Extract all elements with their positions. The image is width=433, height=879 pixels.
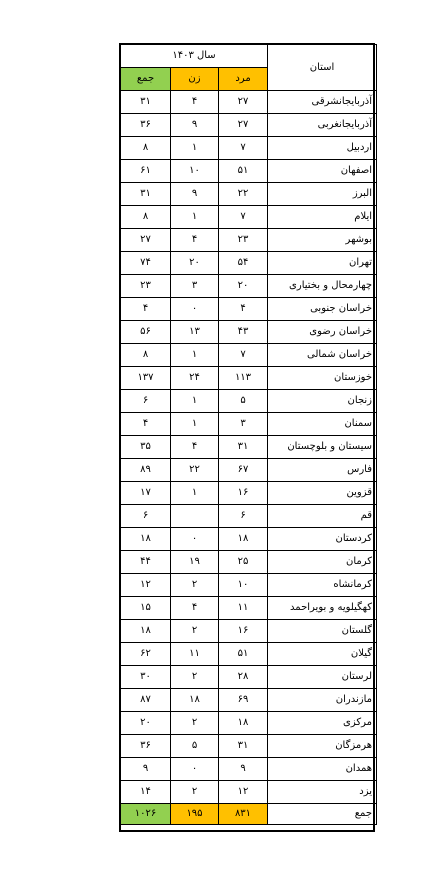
women-cell: ۵: [171, 735, 219, 758]
women-cell: ۱: [171, 413, 219, 436]
table-row: [121, 114, 377, 137]
province-cell: فارس: [268, 459, 377, 482]
table-row: [121, 597, 377, 620]
province-cell: خراسان رضوی: [268, 321, 377, 344]
women-cell: ۳: [171, 275, 219, 298]
total-cell: ۲۷: [121, 229, 171, 252]
women-cell: ۴: [171, 229, 219, 252]
total-cell: ۶۱: [121, 160, 171, 183]
province-cell: سمنان: [268, 413, 377, 436]
table-row: [121, 482, 377, 505]
table-row: [121, 436, 377, 459]
men-cell: ۶۷: [219, 459, 268, 482]
women-total-cell: ۱۹۵: [171, 804, 219, 825]
women-cell: ۰: [171, 298, 219, 321]
province-cell: خوزستان: [268, 367, 377, 390]
total-cell: ۸: [121, 137, 171, 160]
women-cell: ۰: [171, 528, 219, 551]
total-cell: ۱۵: [121, 597, 171, 620]
total-cell: ۱۷: [121, 482, 171, 505]
men-cell: ۱۲: [219, 781, 268, 804]
province-cell: یزد: [268, 781, 377, 804]
women-column-header: زن: [171, 68, 219, 91]
table-row: [121, 505, 377, 528]
total-column-header: جمع: [121, 68, 171, 91]
table-row: [121, 643, 377, 666]
men-cell: ۷: [219, 206, 268, 229]
women-cell: ۱: [171, 137, 219, 160]
total-cell: ۳۵: [121, 436, 171, 459]
men-cell: ۱۸: [219, 712, 268, 735]
year-header-row: [121, 45, 377, 68]
table-row: [121, 666, 377, 689]
total-cell: ۸: [121, 206, 171, 229]
province-cell: کرمان: [268, 551, 377, 574]
province-cell: آذربایجانغربی: [268, 114, 377, 137]
men-cell: ۵۴: [219, 252, 268, 275]
province-cell: مرکزی: [268, 712, 377, 735]
women-cell: ۲: [171, 574, 219, 597]
total-cell: ۳۶: [121, 735, 171, 758]
women-cell: ۱۸: [171, 689, 219, 712]
total-cell: ۸: [121, 344, 171, 367]
table-row: [121, 689, 377, 712]
men-cell: ۷: [219, 137, 268, 160]
table-row: [121, 390, 377, 413]
women-cell: ۱۰: [171, 160, 219, 183]
province-cell: هرمزگان: [268, 735, 377, 758]
women-cell: [171, 505, 219, 528]
total-cell: ۸۹: [121, 459, 171, 482]
province-cell: سیستان و بلوچستان: [268, 436, 377, 459]
women-cell: ۲: [171, 712, 219, 735]
table-row: [121, 252, 377, 275]
men-cell: ۲۷: [219, 91, 268, 114]
women-cell: ۲۴: [171, 367, 219, 390]
total-cell: ۹: [121, 758, 171, 781]
province-cell: آذربایجانشرقی: [268, 91, 377, 114]
women-cell: ۱: [171, 344, 219, 367]
women-cell: ۲۲: [171, 459, 219, 482]
province-cell: بوشهر: [268, 229, 377, 252]
men-cell: ۱۶: [219, 620, 268, 643]
table-row: [121, 160, 377, 183]
total-cell: ۸۷: [121, 689, 171, 712]
men-cell: ۳۱: [219, 735, 268, 758]
men-cell: ۲۵: [219, 551, 268, 574]
men-cell: ۶: [219, 505, 268, 528]
province-cell: قزوین: [268, 482, 377, 505]
province-cell: کهگیلویه و بویراحمد: [268, 597, 377, 620]
total-cell: ۳۶: [121, 114, 171, 137]
province-cell: قم: [268, 505, 377, 528]
total-cell: ۵۶: [121, 321, 171, 344]
men-total-cell: ۸۳۱: [219, 804, 268, 825]
province-cell: کرمانشاه: [268, 574, 377, 597]
grand-total-cell: ۱۰۲۶: [121, 804, 171, 825]
women-cell: ۹: [171, 114, 219, 137]
total-cell: ۲۳: [121, 275, 171, 298]
total-cell: ۱۸: [121, 528, 171, 551]
total-cell: ۳۱: [121, 183, 171, 206]
table-row: [121, 781, 377, 804]
table-row: [121, 758, 377, 781]
table-row: [121, 528, 377, 551]
men-cell: ۵: [219, 390, 268, 413]
table-row: [121, 91, 377, 114]
women-cell: ۹: [171, 183, 219, 206]
province-cell: خراسان جنوبی: [268, 298, 377, 321]
province-cell: گلستان: [268, 620, 377, 643]
province-cell: مازندران: [268, 689, 377, 712]
province-cell: لرستان: [268, 666, 377, 689]
total-cell: ۴: [121, 413, 171, 436]
men-cell: ۲۲: [219, 183, 268, 206]
women-cell: ۱۹: [171, 551, 219, 574]
province-cell: کردستان: [268, 528, 377, 551]
total-cell: ۱۲: [121, 574, 171, 597]
women-cell: ۲: [171, 781, 219, 804]
totals-row: [121, 804, 377, 825]
total-cell: ۳۰: [121, 666, 171, 689]
table-row: [121, 574, 377, 597]
men-cell: ۱۸: [219, 528, 268, 551]
men-cell: ۳: [219, 413, 268, 436]
table-row: [121, 413, 377, 436]
table-row: [121, 229, 377, 252]
province-cell: ایلام: [268, 206, 377, 229]
men-cell: ۲۷: [219, 114, 268, 137]
men-cell: ۲۰: [219, 275, 268, 298]
year-label: سال ۱۴۰۳: [121, 45, 268, 68]
table-row: [121, 712, 377, 735]
men-column-header: مرد: [219, 68, 268, 91]
table-row: [121, 344, 377, 367]
women-cell: ۱: [171, 206, 219, 229]
women-cell: ۱۱: [171, 643, 219, 666]
province-cell: البرز: [268, 183, 377, 206]
total-cell: ۳۱: [121, 91, 171, 114]
total-cell: ۶۲: [121, 643, 171, 666]
total-cell: ۲۰: [121, 712, 171, 735]
table-row: [121, 459, 377, 482]
province-cell: اردبیل: [268, 137, 377, 160]
men-cell: ۹: [219, 758, 268, 781]
men-cell: ۷: [219, 344, 268, 367]
province-cell: همدان: [268, 758, 377, 781]
province-cell: گیلان: [268, 643, 377, 666]
women-cell: ۰: [171, 758, 219, 781]
table-row: [121, 206, 377, 229]
men-cell: ۳۱: [219, 436, 268, 459]
women-cell: ۴: [171, 597, 219, 620]
table-row: [121, 321, 377, 344]
table-row: [121, 298, 377, 321]
men-cell: ۲۳: [219, 229, 268, 252]
men-cell: ۵۱: [219, 643, 268, 666]
women-cell: ۱: [171, 482, 219, 505]
men-cell: ۴: [219, 298, 268, 321]
women-cell: ۴: [171, 91, 219, 114]
men-cell: ۱۶: [219, 482, 268, 505]
total-cell: ۱۳۷: [121, 367, 171, 390]
table-row: [121, 137, 377, 160]
women-cell: ۴: [171, 436, 219, 459]
women-cell: ۲۰: [171, 252, 219, 275]
table-row: [121, 551, 377, 574]
women-cell: ۲: [171, 666, 219, 689]
total-cell: ۶: [121, 505, 171, 528]
men-cell: ۱۱: [219, 597, 268, 620]
province-cell: چهارمحال و بختیاری: [268, 275, 377, 298]
total-cell: ۷۴: [121, 252, 171, 275]
men-cell: ۱۰: [219, 574, 268, 597]
totals-label: جمع: [268, 804, 377, 825]
men-cell: ۴۳: [219, 321, 268, 344]
table-row: [121, 620, 377, 643]
men-cell: ۱۱۳: [219, 367, 268, 390]
total-cell: ۱۸: [121, 620, 171, 643]
women-cell: ۲: [171, 620, 219, 643]
men-cell: ۵۱: [219, 160, 268, 183]
total-cell: ۴: [121, 298, 171, 321]
men-cell: ۲۸: [219, 666, 268, 689]
table-row: [121, 735, 377, 758]
province-cell: تهران: [268, 252, 377, 275]
women-cell: ۱: [171, 390, 219, 413]
table-row: [121, 367, 377, 390]
province-column-header: استان: [268, 45, 377, 91]
women-cell: ۱۳: [171, 321, 219, 344]
table-row: [121, 183, 377, 206]
province-gender-table: [120, 44, 377, 825]
province-cell: زنجان: [268, 390, 377, 413]
total-cell: ۱۴: [121, 781, 171, 804]
total-cell: ۴۴: [121, 551, 171, 574]
total-cell: ۶: [121, 390, 171, 413]
province-cell: خراسان شمالی: [268, 344, 377, 367]
table-row: [121, 275, 377, 298]
men-cell: ۶۹: [219, 689, 268, 712]
province-cell: اصفهان: [268, 160, 377, 183]
